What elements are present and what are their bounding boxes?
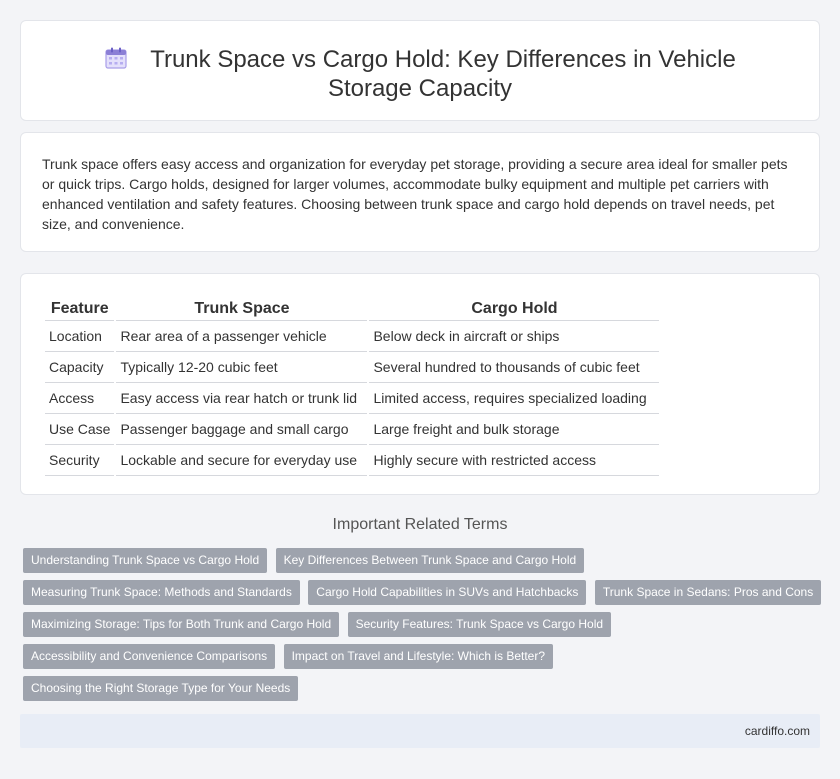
table-cell: Large freight and bulk storage <box>369 414 659 445</box>
tag-row <box>23 580 823 612</box>
related-term-link[interactable]: Impact on Travel and Lifestyle: Which is Better? <box>284 644 553 669</box>
related-term-link[interactable]: Measuring Trunk Space: Methods and Standards <box>23 580 300 605</box>
table-row <box>45 414 659 445</box>
table-cell: Location <box>45 321 114 352</box>
tag-row <box>23 676 823 708</box>
related-term-link[interactable]: Key Differences Between Trunk Space and Cargo Hold <box>276 548 585 573</box>
table-cell: Easy access via rear hatch or trunk lid <box>116 383 367 414</box>
table-row <box>45 321 659 352</box>
table-cell: Highly secure with restricted access <box>369 445 659 476</box>
page-title <box>61 45 779 103</box>
related-term-link[interactable]: Accessibility and Convenience Comparisons <box>23 644 275 669</box>
related-term-link[interactable]: Understanding Trunk Space vs Cargo Hold <box>23 548 267 573</box>
calendar-icon <box>104 46 128 70</box>
header-card <box>20 20 820 121</box>
tag-row <box>23 612 823 644</box>
intro-paragraph: Trunk space offers easy access and organization for everyday pet storage, providing a secure area ideal for smaller pets or quick trips. Cargo holds, designed for larger volumes, accommodate bulky equipment and multiple pet carriers with enhanced ventilation and safety features. Choosing between trunk space and cargo hold depends on travel needs, pet size, and convenience. <box>42 156 788 232</box>
table-row <box>45 383 659 414</box>
intro-card <box>20 132 820 252</box>
table-cell: Access <box>45 383 114 414</box>
footer-site-link[interactable]: cardiffo.com <box>744 724 810 738</box>
related-term-link[interactable]: Maximizing Storage: Tips for Both Trunk and Cargo Hold <box>23 612 339 637</box>
related-term-link[interactable]: Security Features: Trunk Space vs Cargo Hold <box>348 612 611 637</box>
table-cell: Capacity <box>45 352 114 383</box>
tag-row <box>23 548 823 580</box>
related-term-link[interactable]: Choosing the Right Storage Type for Your Needs <box>23 676 298 701</box>
table-header-row <box>45 294 659 321</box>
table-cell: Security <box>45 445 114 476</box>
related-term-link[interactable]: Trunk Space in Sedans: Pros and Cons <box>595 580 821 605</box>
table-row <box>45 352 659 383</box>
column-header-feature: Feature <box>45 294 114 321</box>
footer <box>20 714 820 748</box>
table-cell: Below deck in aircraft or ships <box>369 321 659 352</box>
table-cell: Passenger baggage and small cargo <box>116 414 367 445</box>
comparison-table-card <box>20 273 820 495</box>
table-row <box>45 445 659 476</box>
table-cell: Typically 12-20 cubic feet <box>116 352 367 383</box>
table-cell: Lockable and secure for everyday use <box>116 445 367 476</box>
related-terms-list <box>23 548 823 708</box>
tag-row <box>23 644 823 676</box>
page-title-text: Trunk Space vs Cargo Hold: Key Differences in Vehicle Storage Capacity <box>150 46 736 102</box>
related-terms-heading: Important Related Terms <box>332 516 508 533</box>
table-cell: Limited access, requires specialized loading <box>369 383 659 414</box>
table-cell: Several hundred to thousands of cubic feet <box>369 352 659 383</box>
column-header-cargo-hold: Cargo Hold <box>369 294 659 321</box>
column-header-trunk-space: Trunk Space <box>116 294 367 321</box>
table-cell: Rear area of a passenger vehicle <box>116 321 367 352</box>
related-term-link[interactable]: Cargo Hold Capabilities in SUVs and Hatchbacks <box>308 580 586 605</box>
title-wrap <box>61 45 779 103</box>
table-cell: Use Case <box>45 414 114 445</box>
comparison-table <box>43 294 661 476</box>
